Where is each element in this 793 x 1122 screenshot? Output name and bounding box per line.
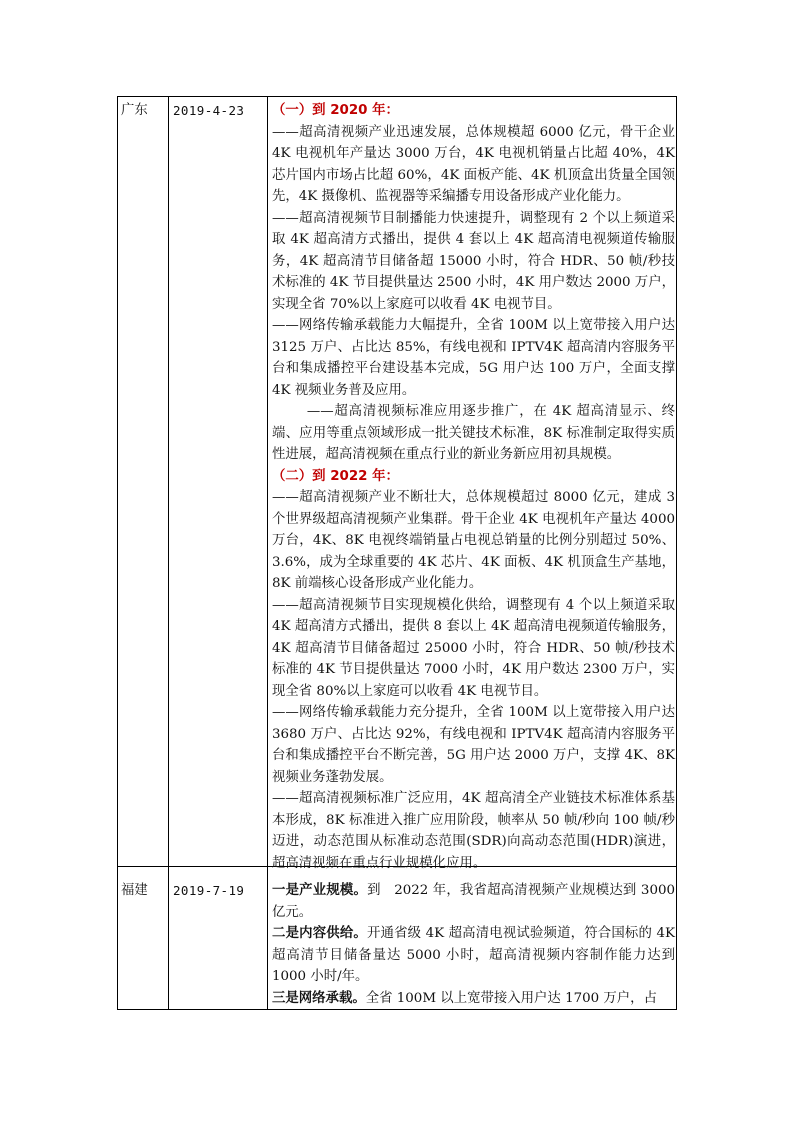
list-item — [272, 880, 675, 923]
paragraph: ——超高清视频节目制播能力快速提升，调整现有 2 个以上频道采取 4K 超高清方式播出，提供 4 套以上 4K 超高清电视频道传输服务，4K 超高清节目储备超 15000 小时，符合 HDR、50 帧/秒技术标准的 4K 节目提供量达 2500 小时，4K 用户数达 2000 万户，实现全省 70%以上家庭可以收看 4K 电视节目。 — [272, 210, 675, 312]
date-fujian: 2019-7-19 — [173, 883, 245, 898]
item-lead: 三是网络承载。 — [272, 990, 366, 1006]
date-guangdong: 2019-4-23 — [173, 103, 245, 118]
item-text: 到 2022 年，我省超高清视频产业规模达到 3000 亿元。 — [272, 883, 676, 920]
policy-table — [117, 96, 677, 1010]
section-heading-2022: （二）到 2022 年： — [272, 468, 399, 484]
paragraph: ——超高清视频节目实现规模化供给，调整现有 4 个以上频道采取 4K 超高清方式播出，提供 8 套以上 4K 超高清电视频道传输服务，4K 超高清节目储备超过 25000 小时，符合 HDR、50 帧/秒技术标准的 4K 节目提供量达 7000 小时，4K 用户数达 2300 万户，实现全省 80%以上家庭可以收看 4K 电视节目。 — [272, 597, 675, 699]
paragraph: ——超高清视频产业不断壮大，总体规模超过 8000 亿元，建成 3 个世界级超高清视频产业集群。骨干企业 4K 电视机年产量达 4000 万台，4K、8K 电视终端销量占电视总销量的比例分别超过 50%、3.6%，成为全球重要的 4K 芯片、4K 面板、4K 机顶盒生产基地，8K 前端核心设备形成产业化能力。 — [272, 490, 675, 591]
item-text: 开通省级 4K 超高清电视试验频道，符合国标的 4K 超高清节目储备量达 5000 小时，超高清视频内容制作能力达到 1000 小时/年。 — [272, 926, 675, 984]
item-text: 全省 100M 以上宽带接入用户达 1700 万户，占 — [365, 990, 657, 1006]
list-item — [272, 923, 675, 988]
paragraph: ——超高清视频标准广泛应用，4K 超高清全产业链技术标准体系基本形成，8K 标准进入推广应用阶段，帧率从 50 帧/秒向 100 帧/秒迈进，动态范围从标准动态范围(SDR)向高动态范围(HDR)演进，超高清视频在重点行业规模化应用。 — [272, 791, 675, 871]
content-guangdong — [272, 100, 675, 874]
item-lead: 二是内容供给。 — [272, 926, 367, 941]
list-item — [272, 988, 675, 1010]
column-divider — [168, 97, 169, 1009]
paragraph: ——超高清视频标准应用逐步推广，在 4K 超高清显示、终端、应用等重点领域形成一批关键技术标准，8K 标准制定取得实质性进展，超高清视频在重点行业的新业务新应用初具规模。 — [272, 404, 675, 462]
content-fujian — [272, 880, 675, 1009]
paragraph: ——网络传输承载能力充分提升，全省 100M 以上宽带接入用户达 3680 万户、占比达 92%，有线电视和 IPTV4K 超高清内容服务平台和集成播控平台不断完善，5G 用户达 2000 万户，支撑 4K、8K 视频业务蓬勃发展。 — [272, 705, 675, 785]
province-guangdong: 广东 — [121, 103, 148, 118]
paragraph: ——网络传输承载能力大幅提升，全省 100M 以上宽带接入用户达 3125 万户、占比达 85%，有线电视和 IPTV4K 超高清内容服务平台和集成播控平台建设基本完成，5G 用户达 100 万户，全面支撑 4K 视频业务普及应用。 — [272, 318, 675, 398]
paragraph: ——超高清视频产业迅速发展，总体规模超 6000 亿元，骨干企业 4K 电视机年产量达 3000 万台，4K 电视机销量占比超 40%，4K 芯片国内市场占比超 60%，4K 面板产能、4K 机顶盒出货量全国领先，4K 摄像机、监视器等采编播专用设备形成产业化能力。 — [272, 124, 675, 204]
section-heading-2020: （一）到 2020 年： — [272, 103, 399, 118]
item-lead: 一是产业规模。 — [272, 883, 368, 898]
column-divider — [267, 97, 268, 1009]
province-fujian: 福建 — [121, 883, 148, 898]
